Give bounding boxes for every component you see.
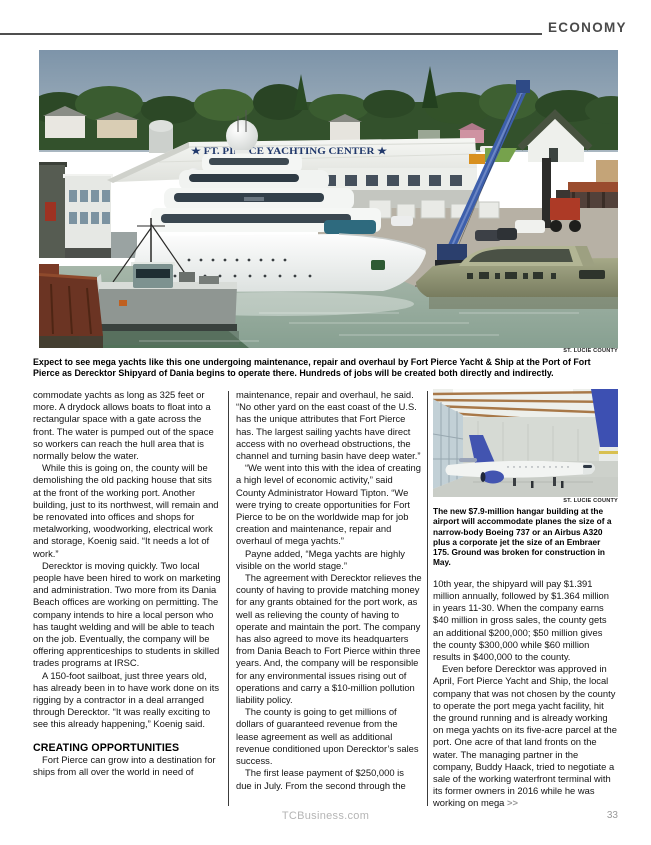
paragraph: A 150-foot sailboat, just three years old, has already been in to have work done on its rigging by a contractor in a deal arranged through Derecktor. “It was really exciting to see this already happening,” Koenig said. bbox=[33, 669, 220, 730]
main-photo-caption: Expect to see mega yachts like this one undergoing maintenance, repair and overhaul by Fort Pierce Yacht & Ship at the Port of Fort Pierce as Derecktor Shipyard of Dania begins to operate there. Hundreds of jobs will be created both directly and indirectly. bbox=[33, 357, 591, 378]
paragraph: While this is going on, the county will be demolishing the old packing house that sits at the front of the working port. Another building, just to its northwest, will remain and be renovated into offices and shops for metalworking, woodworking, electrical work and storage, Koenig said. “It needs a lot of work.” bbox=[33, 462, 219, 559]
paragraph: The county is going to get millions of dollars of guaranteed revenue from the lease agreement as well as additional revenue conditioned upon Derecktor’s sales success. bbox=[236, 706, 419, 767]
hangar-photo-credit: ST. LUCIE COUNTY bbox=[563, 498, 618, 504]
water-tower bbox=[149, 120, 173, 153]
hangar-photo-caption: The new $7.9-million hangar building at the airport will accommodate planes the size of a narrow-body Boeing 737 or an Airbus A320 plus a corporate jet the size of an Embraer 175. Ground was broken for construction in May. bbox=[433, 506, 612, 568]
article-column-3-body bbox=[433, 578, 618, 810]
person-figure bbox=[561, 481, 564, 488]
article-column-2 bbox=[236, 389, 422, 792]
main-photo-credit: ST. LUCIE COUNTY bbox=[563, 348, 618, 354]
column-divider-2 bbox=[427, 391, 428, 806]
paragraph: “We went into this with the idea of creating a high level of economic activity,” said County Administrator Howard Tipton. “We were trying to create opportunities for Fort Pierce to be on the worldwide map for job creation and maintenance, repair and overhaul of mega yachts.” bbox=[236, 462, 421, 547]
article-column-1 bbox=[33, 389, 222, 778]
main-photo-port-yachts bbox=[39, 50, 618, 348]
paragraph: Derecktor is moving quickly. Two local people have been hired to work on marketing and administration. Two more from its Dania Beach offices are working on permitting. The company intends to hire a local person who has taught welding and will be able to teach on the job. Eventually, the company will be offering apprenticeships to students in skilled trades programs at IRSC. bbox=[33, 559, 221, 669]
column-divider-1 bbox=[228, 391, 229, 806]
hangar-floor bbox=[433, 477, 618, 497]
paragraph: maintenance, repair and overhaul, he said. “No other yard on the east coast of the U.S. has the unique attributes that Fort Pierce has. The largest sailing yachts have direct access with no overhead obstructions, the channel and turning basin have deep water.” bbox=[236, 389, 421, 462]
hangar-photo bbox=[433, 389, 618, 497]
paragraph: Even before Derecktor was approved in April, Fort Pierce Yacht and Ship, the local company that was not chosen by the county to operate the port mega yacht facility, hit the ground running and is already working on mega yachts on its five-acre parcel at the port. One acre of that land fronts on the water. The managing partner in the company, Buddy Haack, tried to negotiate a sale of the working waterfront terminal with its former owners in 2016 while he was working on mega >> bbox=[433, 663, 617, 809]
paragraph: commodate yachts as long as 325 feet or more. A drydock allows boats to float into a rectangular space with a gate across the front. The water is pumped out of the space so workers can reach the hull area that is normally below the water. bbox=[33, 389, 214, 462]
dock-crates bbox=[369, 200, 499, 218]
port-photo-illustration bbox=[39, 50, 618, 348]
page-number: 33 bbox=[606, 810, 618, 821]
paragraph: Payne added, “Mega yachts are highly visible on the world stage.” bbox=[236, 547, 405, 571]
continuation-marker: >> bbox=[504, 797, 518, 809]
hangar-photo-illustration bbox=[433, 389, 618, 497]
header-rule bbox=[0, 33, 542, 35]
section-label: ECONOMY bbox=[548, 20, 627, 35]
building-sign-text: ★ FT. PIERCE YACHTING CENTER ★ bbox=[191, 147, 361, 157]
excavator bbox=[469, 154, 485, 164]
section-heading: CREATING OPPORTUNITIES bbox=[33, 741, 180, 754]
paragraph: The first lease payment of $250,000 is due in July. From the second through the bbox=[236, 767, 406, 791]
paragraph: 10th year, the shipyard will pay $1.391 million annually, followed by $1.364 million in years 11-30. When the company earns $40 million in gross sales, the county gets an additional $200,000; $50 million gives the county $300,000 while $60 million results in $400,000 to the county. bbox=[433, 577, 609, 662]
paragraph: Fort Pierce can grow into a destination for ships from all over the world in need of bbox=[33, 753, 216, 777]
person-figure bbox=[531, 481, 534, 488]
paragraph: The agreement with Derecktor relieves the county of having to provide matching money for any grants obtained for the port work, as well as relieving the county of having to operate and maintain the port. The company has also agreed to move its headquarters from Dania Beach to Fort Pierce within three years. And, the company will be responsible for any environmental issues rising out of operations and carry a $10-million pollution liability policy. bbox=[236, 572, 422, 706]
footer-site-name: TCBusiness.com bbox=[281, 810, 370, 822]
tan-building bbox=[596, 160, 618, 184]
article-column-3 bbox=[433, 389, 618, 810]
